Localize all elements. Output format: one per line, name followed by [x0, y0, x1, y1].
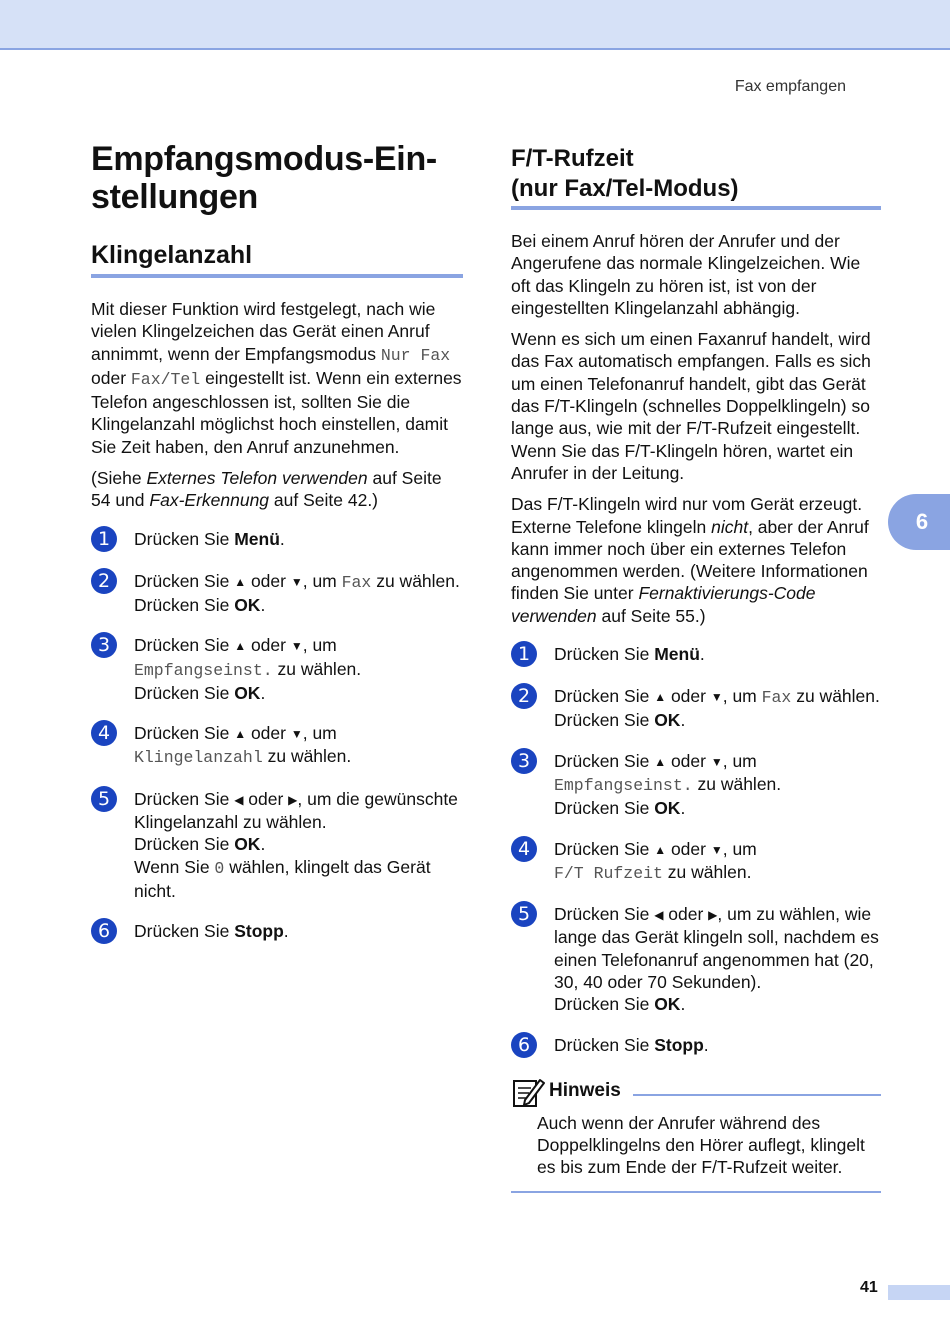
heading-rule	[91, 274, 463, 278]
note-rule	[633, 1094, 881, 1096]
arrow-right-icon: ▶	[288, 792, 298, 807]
step-6	[511, 1034, 881, 1058]
note-title: Hinweis	[549, 1080, 621, 1102]
chapter-tab: 6	[888, 494, 950, 550]
step-4	[511, 838, 881, 886]
step-5	[511, 903, 881, 1015]
arrow-up-icon: ▲	[654, 754, 667, 769]
intro-text-a: Mit dieser Funktion wird festgelegt, nach wie vielen Klingelzeichen das Gerät einen Anruf annimmt, wenn der Empfangsmodus	[91, 299, 436, 364]
ref-fax-erkennung: Fax-Erkennung	[149, 490, 270, 511]
ref-text-a: (Siehe	[91, 468, 147, 489]
step-text: Drücken Sie ◀ oder ▶, um zu wählen, wie lange das Gerät klingeln soll, nachdem es einen Telefonanruf angenommen hat (20, 30, 40 oder 70 Sekunden). Drücken Sie OK.	[554, 904, 879, 1015]
step-text: Drücken Sie ▲ oder ▼, um Empfangseinst. zu wählen. Drücken Sie OK.	[134, 635, 362, 703]
step-2	[91, 570, 463, 617]
arrow-down-icon: ▼	[290, 574, 303, 589]
step-3	[511, 750, 881, 820]
page-title	[91, 140, 463, 216]
step-2	[511, 685, 881, 732]
ref-text-c: auf Seite 42.)	[269, 490, 379, 511]
step-number-icon: 3	[91, 632, 117, 658]
intro-paragraph	[91, 298, 463, 458]
step-text: Drücken Sie ▲ oder ▼, um F/T Rufzeit zu wählen.	[554, 838, 757, 883]
step-6	[91, 920, 463, 944]
heading-rule	[511, 206, 881, 210]
arrow-down-icon: ▼	[710, 754, 723, 769]
arrow-up-icon: ▲	[234, 639, 247, 654]
section-heading-klingelanzahl: Klingelanzahl	[91, 241, 253, 269]
step-text: Drücken Sie ▲ oder ▼, um Fax zu wählen. Drücken Sie OK.	[134, 570, 460, 615]
step-number-icon: 5	[511, 901, 537, 927]
step-text: Drücken Sie Menü.	[554, 644, 705, 665]
step-number-icon: 2	[511, 683, 537, 709]
right-column	[511, 144, 881, 1193]
arrow-down-icon: ▼	[710, 842, 723, 857]
step-1	[91, 528, 463, 552]
step-3	[91, 634, 463, 704]
step-number-icon: 2	[91, 568, 117, 594]
paragraph-1: Bei einem Anruf hören der Anrufer und der Angerufene das normale Klingelzeichen. Wie oft das Klingeln zu hören ist, ist von der eingestellten Klingelanzahl abhängig.	[511, 231, 861, 318]
step-number-icon: 3	[511, 748, 537, 774]
arrow-left-icon: ◀	[234, 792, 244, 807]
arrow-up-icon: ▲	[234, 574, 247, 589]
step-text: Drücken Sie Stopp.	[134, 921, 289, 942]
step-5	[91, 788, 463, 902]
page-title-line2: stellungen	[91, 178, 259, 216]
step-1	[511, 643, 881, 667]
step-text: Drücken Sie ◀ oder ▶, um die gewünschte Klingelanzahl zu wählen. Drücken Sie OK. Wenn Sie 0 wählen, klingelt das Gerät nicht.	[134, 788, 458, 901]
arrow-down-icon: ▼	[290, 727, 303, 742]
ref-fernaktivierung: Fernaktivierungs-Code verwenden	[511, 583, 816, 626]
ref-externes-telefon: Externes Telefon verwenden	[146, 468, 368, 489]
section-title-line1: F/T-Rufzeit	[511, 145, 634, 172]
step-number-icon: 6	[511, 1032, 537, 1058]
paragraph-2: Wenn es sich um einen Faxanruf handelt, wird das Fax automatisch empfangen. Falls es sich um einen Telefonanruf handelt, gibt das Gerät das F/T-Klingeln (schnelles Doppelklingeln) so lange aus, wie mit der F/T-Rufzeit eingestellt. Wenn Sie das F/T-Klingeln hören, wartet ein Anrufer in der Leitung.	[511, 329, 871, 483]
running-header: Fax empfangen	[734, 78, 846, 95]
arrow-down-icon: ▼	[290, 639, 303, 654]
page-number: 41	[860, 1279, 878, 1296]
note-bottom-rule	[511, 1191, 881, 1193]
page-number-bar	[888, 1285, 950, 1300]
step-number-icon: 6	[91, 918, 117, 944]
page-title-line1: Empfangsmodus-Ein-	[91, 140, 437, 178]
note-pencil-icon	[511, 1076, 545, 1108]
intro-or: oder	[91, 367, 131, 388]
paragraph-3: Das F/T-Klingeln wird nur vom Gerät erzeugt. Externe Telefone klingeln nicht, aber der Anruf kann immer noch über ein externes Telefon angenommen werden. (Weitere Informationen finden Sie unter Fernaktivierungs-Code verwenden auf Seite 55.)	[511, 494, 869, 626]
step-number-icon: 1	[511, 641, 537, 667]
step-text: Drücken Sie Stopp.	[554, 1034, 709, 1055]
step-text: Drücken Sie ▲ oder ▼, um Fax zu wählen. Drücken Sie OK.	[554, 686, 880, 731]
mode-nur-fax: Nur Fax	[380, 345, 451, 365]
note-header	[511, 1076, 881, 1108]
step-4	[91, 722, 463, 770]
mode-fax-tel: Fax/Tel	[130, 369, 201, 389]
step-number-icon: 4	[91, 720, 117, 746]
step-number-icon: 4	[511, 836, 537, 862]
step-number-icon: 1	[91, 526, 117, 552]
top-banner	[0, 0, 950, 50]
left-column	[91, 140, 463, 962]
step-text: Drücken Sie Menü.	[134, 528, 285, 549]
arrow-up-icon: ▲	[234, 727, 247, 742]
reference-paragraph	[91, 467, 463, 512]
step-number-icon: 5	[91, 786, 117, 812]
arrow-down-icon: ▼	[710, 690, 723, 705]
arrow-up-icon: ▲	[654, 842, 667, 857]
arrow-right-icon: ▶	[708, 908, 718, 923]
section-heading-ft-rufzeit	[511, 144, 881, 204]
intro-text-b: eingestellt ist. Wenn ein externes Telefon angeschlossen ist, sollten Sie die Klingelanzahl möglichst hoch einstellen, damit Sie Zeit haben, den Anruf anzunehmen.	[91, 367, 462, 457]
section-title-line2: (nur Fax/Tel-Modus)	[511, 175, 739, 202]
arrow-up-icon: ▲	[654, 690, 667, 705]
step-text: Drücken Sie ▲ oder ▼, um Klingelanzahl zu wählen.	[134, 723, 352, 768]
ref-text-b: auf Seite 54 und	[91, 468, 442, 511]
step-text: Drücken Sie ▲ oder ▼, um Empfangseinst. zu wählen. Drücken Sie OK.	[554, 750, 782, 819]
note-text: Auch wenn der Anrufer während des Doppelklingelns den Hörer auflegt, klingelt es bis zum Ende der F/T-Rufzeit weiter.	[537, 1112, 865, 1178]
arrow-left-icon: ◀	[654, 908, 664, 923]
